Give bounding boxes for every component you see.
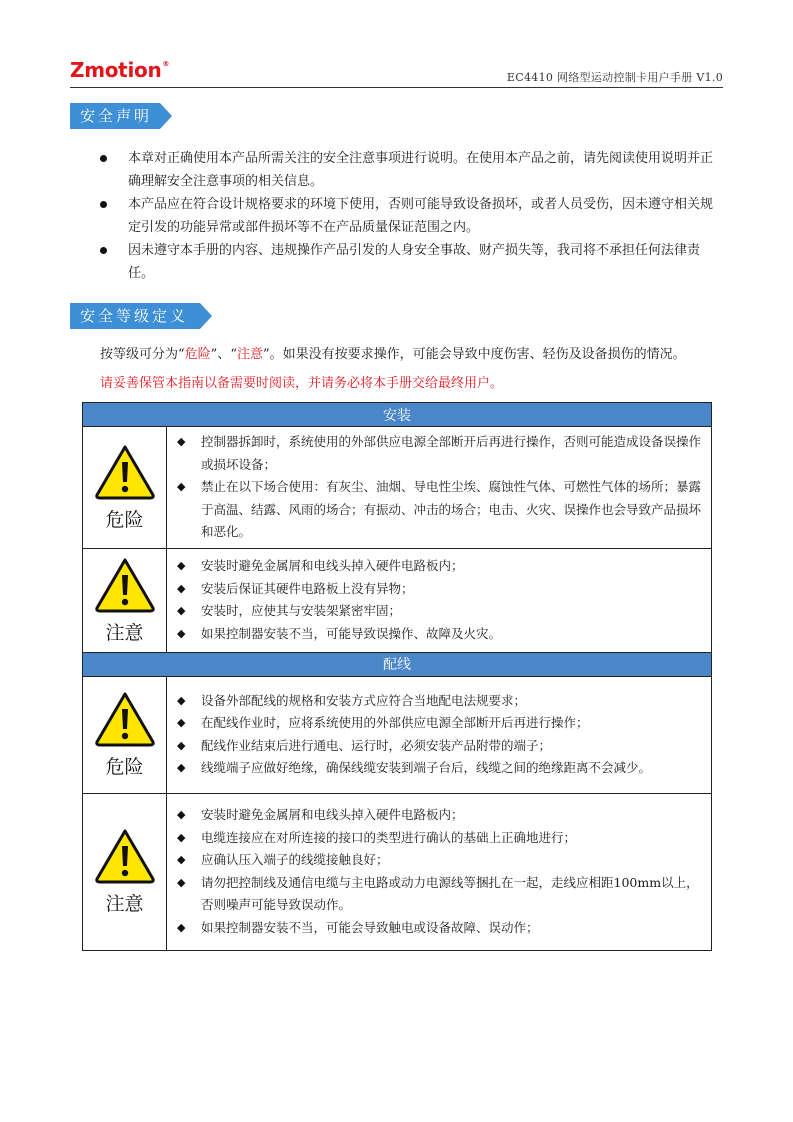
diamond-bullet-icon: ◆ <box>177 716 186 729</box>
list-item: ◆ 安装时避免金属屑和电线头掉入硬件电路板内； <box>175 555 701 578</box>
bullet-dot-icon <box>100 155 107 162</box>
banner-arrow-icon <box>200 303 212 329</box>
caution-label: 注意 <box>105 893 144 915</box>
list-item: ◆ 安装后保证其硬件电路板上没有异物； <box>175 578 701 601</box>
diamond-bullet-icon: ◆ <box>177 480 186 493</box>
logo-text: Zmotion <box>70 58 162 82</box>
diamond-bullet-icon: ◆ <box>177 875 186 889</box>
diamond-bullet-icon: ◆ <box>177 920 186 934</box>
bullet-dot-icon <box>100 247 107 254</box>
table-section-row <box>83 652 712 676</box>
list-item: ◆ 安装时避免金属屑和电线头掉入硬件电路板内； <box>175 804 701 827</box>
list-item: 本章对正确使用本产品所需关注的安全注意事项进行说明。在使用本产品之前，请先阅读使用说明并正确理解安全注意事项的相关信息。 <box>100 147 725 193</box>
diamond-bullet-icon: ◆ <box>177 853 186 866</box>
list-item: ◆ 线缆端子应做好绝缘，确保线缆安装到端子台后，线缆之间的绝缘距离不会减少。 <box>175 757 701 780</box>
table-row <box>83 548 712 652</box>
danger-label: 危险 <box>105 508 144 531</box>
items-cell <box>167 676 712 793</box>
table-row <box>83 676 712 793</box>
list-item: ◆ 在配线作业时，应将系统使用的外部供应电源全部断开后再进行操作； <box>175 712 701 735</box>
list-item: 因未遵守本手册的内容、违规操作产品引发的人身安全事故、财产损失等，我司将不承担任何法律责任。 <box>100 239 725 285</box>
diamond-bullet-icon: ◆ <box>177 581 186 595</box>
table-row <box>83 427 712 549</box>
diamond-bullet-icon: ◆ <box>177 626 186 640</box>
list-item: 本产品应在符合设计规格要求的环境下使用，否则可能导致设备损坏，或者人员受伤，因未遵守相关规定引发的功能异常或部件损坏等不在产品质量保证范围之内。 <box>100 193 725 239</box>
level-cell <box>83 427 167 549</box>
warning-triangle-icon <box>93 827 157 885</box>
diamond-bullet-icon: ◆ <box>177 761 186 774</box>
caution-label: 注意 <box>105 621 144 644</box>
logo-mark: ® <box>162 60 170 68</box>
danger-label: 危险 <box>105 756 144 778</box>
statement-list <box>100 147 725 285</box>
list-item: ◆ 电缆连接应在对所连接的接口的类型进行确认的基础上正确地进行； <box>175 827 701 850</box>
list-item: ◆ 应确认压入端子的线缆接触良好； <box>175 849 701 872</box>
list-item: ◆ 如果控制器安装不当，可能导致误操作、故障及火灾。 <box>175 623 701 646</box>
red-notice: 请妥善保管本指南以备需要时阅读，并请务必将本手册交给最终用户。 <box>100 376 504 391</box>
banner-title: 安全等级定义 <box>70 303 200 329</box>
table-row <box>83 793 712 950</box>
list-item: ◆ 请勿把控制线及通信电缆与主电路或动力电源线等捆扎在一起，走线应相距100mm以上，否则噪声可能导致误动作。 <box>175 872 701 917</box>
warning-triangle-icon <box>93 690 157 748</box>
safety-table <box>82 402 712 951</box>
items-cell <box>167 548 712 652</box>
list-item: ◆ 配线作业结束后进行通电、运行时，必须安装产品附带的端子； <box>175 735 701 758</box>
wiring-section-title: 配线 <box>83 652 712 676</box>
level-cell <box>83 676 167 793</box>
diamond-bullet-icon: ◆ <box>177 738 186 752</box>
list-item: ◆ 安装时，应使其与安装架紧密牢固； <box>175 600 701 623</box>
list-item: ◆ 控制器拆卸时，系统使用的外部供应电源全部断开后再进行操作，否则可能造成设备误操作或损坏设备； <box>175 431 701 476</box>
caution-term: 注意 <box>236 347 263 362</box>
table-section-row <box>83 403 712 427</box>
items-cell <box>167 793 712 950</box>
level-cell <box>83 793 167 950</box>
danger-term: 危险 <box>184 347 211 362</box>
zmotion-logo <box>70 58 169 82</box>
banner-title: 安全声明 <box>70 103 160 129</box>
install-section-title: 安装 <box>83 403 712 427</box>
list-item: ◆ 如果控制器安装不当，可能会导致触电或设备故障、误动作； <box>175 917 701 940</box>
banner-arrow-icon <box>160 103 172 129</box>
diamond-bullet-icon: ◆ <box>177 559 186 572</box>
warning-triangle-icon <box>93 556 157 614</box>
levels-intro: 按等级可分为“危险”、“注意”。如果没有按要求操作，可能会导致中度伤害、轻伤及设备损伤的情况。 <box>100 347 686 362</box>
list-item: ◆ 设备外部配线的规格和安装方式应符合当地配电法规要求； <box>175 690 701 713</box>
warning-triangle-icon <box>93 443 157 501</box>
diamond-bullet-icon: ◆ <box>177 808 186 821</box>
items-cell <box>167 427 712 549</box>
document-title: EC4410 网络型运动控制卡用户手册 V1.0 <box>506 71 723 84</box>
bullet-dot-icon <box>100 201 107 208</box>
level-cell <box>83 548 167 652</box>
page-header <box>70 60 723 88</box>
diamond-bullet-icon: ◆ <box>177 693 186 707</box>
diamond-bullet-icon: ◆ <box>177 435 186 448</box>
diamond-bullet-icon: ◆ <box>177 830 186 844</box>
list-item: ◆ 禁止在以下场合使用：有灰尘、油烟、导电性尘埃、腐蚀性气体、可燃性气体的场所；暴露于高温、结露、风雨的场合；有振动、冲击的场合；电击、火灾、误操作也会导致产品损坏和恶化。 <box>175 476 701 544</box>
diamond-bullet-icon: ◆ <box>177 604 186 617</box>
